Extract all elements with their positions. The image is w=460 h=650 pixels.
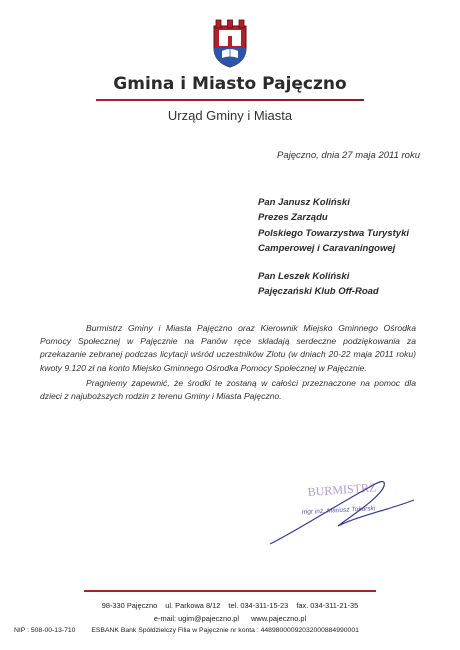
recipient-line: Polskiego Towarzystwa Turystyki [258, 227, 409, 239]
footer-fax: fax. 034-311-21-35 [296, 601, 359, 610]
body-paragraph: Burmistrz Gminy i Miasta Pajęczno oraz Kierownik Miejsko Gminnego Ośrodka Pomocy Społecznej w Pajęcznie na Panów ręce składają serdeczne podziękowania za przekazanie zebranej podczas licytacji wśród uczestników Zlotu (w dniach 20-22 maja 2011 roku) kwoty 9.120 zł na konto Miejsko Gminnego Ośrodka Pomocy Społecznej w Pajęcznie. [40, 323, 416, 373]
stamp-name: mgr inż. Mariusz Tokarski [301, 505, 376, 516]
footer-contact-line [0, 601, 460, 610]
footer-website[interactable]: www.pajeczno.pl [251, 614, 307, 623]
footer-address: 98-330 Pajęczno [101, 601, 158, 610]
recipient-group [258, 269, 409, 300]
recipient-line: Pajęczański Klub Off-Road [258, 286, 379, 298]
recipient-line: Pan Leszek Koliński [258, 271, 350, 283]
date-line: Pajęczno, dnia 27 maja 2011 roku [277, 150, 420, 161]
footer-street: ul. Parkowa 8/12 [165, 601, 221, 610]
org-name: Gmina i Miasto Pajęczno [113, 74, 347, 94]
recipient-line: Camperowej i Caravaningowej [258, 242, 396, 254]
recipient-group [258, 195, 409, 256]
signature-stamp [268, 470, 418, 550]
footer-phone: tel. 034-311-15-23 [228, 601, 289, 610]
footer-nip: NIP : 508-00-13-710 [14, 627, 76, 634]
footer-email[interactable]: e-mail: ugim@pajeczno.pl [153, 614, 240, 623]
recipients-block [258, 195, 409, 300]
crest-icon [210, 18, 250, 68]
office-name: Urząd Gminy i Miasta [167, 108, 293, 123]
footer-divider [84, 590, 376, 592]
recipient-line: Prezes Zarządu [258, 212, 328, 224]
body-paragraph: Pragniemy zapewnić, że środki te zostaną w całości przeznaczone na pomoc dla dzieci z najuboższych rodzin z terenu Gminy i Miasta Pajęczno. [40, 377, 416, 402]
footer-bank-line [14, 627, 454, 634]
recipient-line: Pan Janusz Koliński [258, 197, 350, 208]
stamp-title: BURMISTRZ [307, 480, 377, 499]
header-divider [96, 99, 364, 101]
footer-bank: ESBANK Bank Spółdzielczy Filia w Pajęcznie nr konta : 44898000092032000884990001 [91, 627, 359, 634]
footer-web-line [0, 614, 460, 623]
letter-body [40, 322, 416, 403]
